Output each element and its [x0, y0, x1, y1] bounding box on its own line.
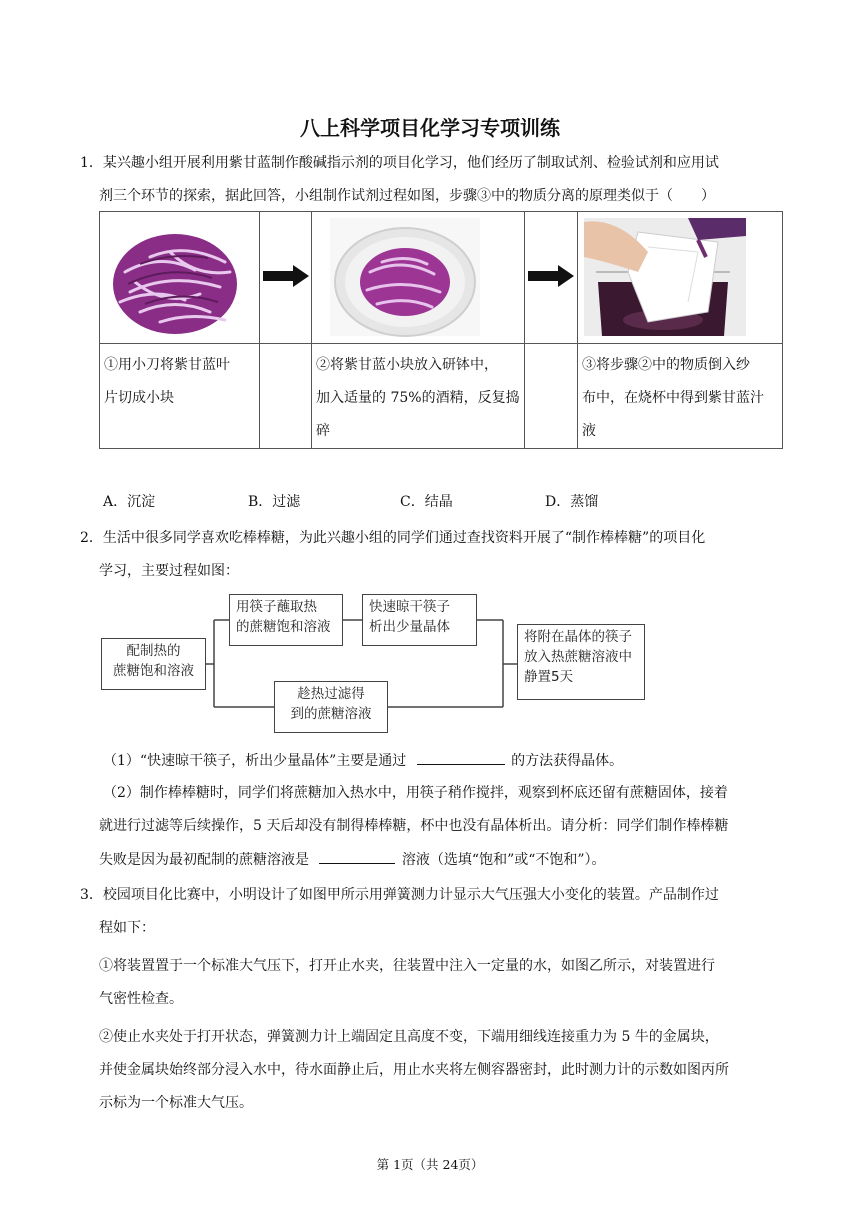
q1-option-d: D．蒸馏 [545, 494, 599, 510]
q3-stem-line2: 程如下： [99, 920, 155, 936]
flow-box-dip-line2: 的蔗糖饱和溶液 [236, 619, 331, 635]
q2-sub1-text-a: （1）“快速晾干筷子，析出少量晶体”主要是通过 [103, 753, 407, 769]
q3-step1-line2: 气密性检查。 [99, 991, 183, 1007]
q2-sub2-line3 [99, 849, 606, 870]
q2-sub2-text-b: 溶液（选填“饱和”或“不饱和”）。 [401, 852, 606, 868]
flow-box-soak-line1: 将附在晶体的筷子 [524, 629, 632, 645]
q3-step1-line1: ①将装置置于一个标准大气压下，打开止水夹，往装置中注入一定量的水，如图乙所示，对装置进行 [99, 958, 715, 974]
q2-sub1 [103, 750, 623, 771]
flow-box-prepare [101, 638, 206, 690]
q2-stem-line1: 2．生活中很多同学喜欢吃棒棒糖，为此兴趣小组的同学们通过查找资料开展了“制作棒棒糖”的项目化 [80, 530, 706, 546]
arrow-cell-1 [260, 212, 312, 344]
step3-text-cell [578, 344, 783, 449]
q2-stem-line2: 学习，主要过程如图： [99, 563, 239, 579]
step3-image-cell [578, 212, 783, 344]
q1-option-c: C．结晶 [400, 494, 453, 510]
q2-sub2-text-a: 失败是因为最初配制的蔗糖溶液是 [99, 852, 309, 868]
flow-box-prepare-line1: 配制热的 [126, 643, 181, 659]
flow-box-soak [517, 624, 645, 700]
flow-box-dip [229, 594, 343, 646]
flow-box-filter-line2: 到的蔗糖溶液 [290, 706, 372, 722]
flow-box-soak-line3: 静置5天 [524, 669, 574, 685]
step3-line2: 布中，在烧杯中得到紫甘蓝汁 [582, 390, 764, 406]
q2-flowchart [99, 586, 651, 738]
q2-sub1-text-b: 的方法获得晶体。 [511, 753, 624, 769]
step2-line3: 碎 [316, 423, 330, 439]
empty-cell-1 [260, 344, 312, 449]
mortar-bowl-image [312, 212, 524, 339]
step2-text-cell [312, 344, 525, 449]
flow-box-soak-line2: 放入热蔗糖溶液中 [524, 649, 632, 665]
flow-box-prepare-line2: 蔗糖饱和溶液 [113, 663, 194, 679]
step1-line1: ①用小刀将紫甘蓝叶 [104, 357, 230, 373]
q2-sub2-answer-blank[interactable] [319, 849, 395, 864]
flow-box-filter [274, 681, 388, 733]
page-footer: 第 1页（共 24页） [376, 1157, 484, 1172]
step3-line1: ③将步骤②中的物质倒入纱 [582, 357, 750, 373]
flow-box-dry-line2: 析出少量晶体 [369, 619, 450, 635]
q3-step2-line2: 并使金属块始终部分浸入水中，待水面静止后，用止水夹将左侧容器密封，此时测力计的示数如图丙所 [99, 1062, 729, 1078]
step2-image-cell [312, 212, 525, 344]
cabbage-strips-image [100, 212, 259, 339]
step1-line2: 片切成小块 [104, 390, 174, 406]
step2-line2: 加入适量的 75%的酒精，反复捣 [316, 390, 520, 406]
q1-steps-table [99, 211, 783, 449]
step2-line1: ②将紫甘蓝小块放入研钵中， [316, 357, 498, 373]
right-arrow-icon [263, 265, 309, 287]
right-arrow-icon [528, 265, 574, 287]
q3-step2-line1: ②使止水夹处于打开状态，弹簧测力计上端固定且高度不变，下端用细线连接重力为 5 牛的金属块， [99, 1029, 719, 1045]
step1-text-cell [100, 344, 260, 449]
step1-image-cell [100, 212, 260, 344]
q1-option-a: A．沉淀 [103, 494, 156, 510]
step3-line3: 液 [582, 423, 596, 439]
empty-cell-2 [525, 344, 578, 449]
q2-sub1-answer-blank[interactable] [417, 750, 505, 765]
arrow-cell-2 [525, 212, 578, 344]
page-title: 八上科学项目化学习专项训练 [300, 116, 560, 140]
flow-box-filter-line1: 趁热过滤得 [297, 686, 365, 702]
filter-beaker-image [578, 212, 782, 339]
q2-sub2-line1: （2）制作棒棒糖时，同学们将蔗糖加入热水中，用筷子稍作搅拌，观察到杯底还留有蔗糖固体，接着 [103, 785, 728, 801]
q1-stem-line2: 剂三个环节的探索，据此回答，小组制作试剂过程如图，步骤③中的物质分离的原理类似于（ ） [99, 188, 715, 204]
q1-option-b: B．过滤 [248, 494, 301, 510]
q2-sub2-line2: 就进行过滤等后续操作，5 天后却没有制得棒棒糖，杯中也没有晶体析出。请分析：同学们制作棒棒糖 [99, 818, 729, 834]
q3-stem-line1: 3．校园项目化比赛中，小明设计了如图甲所示用弹簧测力计显示大气压强大小变化的装置。产品制作过 [80, 887, 719, 903]
flow-box-dry-line1: 快速晾干筷子 [369, 599, 450, 615]
flow-box-dip-line1: 用筷子蘸取热 [236, 599, 317, 615]
q3-step2-line3: 示标为一个标准大气压。 [99, 1095, 253, 1111]
flow-box-dry [362, 594, 477, 646]
q1-stem-line1: 1．某兴趣小组开展利用紫甘蓝制作酸碱指示剂的项目化学习，他们经历了制取试剂、检验试剂和应用试 [80, 155, 719, 171]
